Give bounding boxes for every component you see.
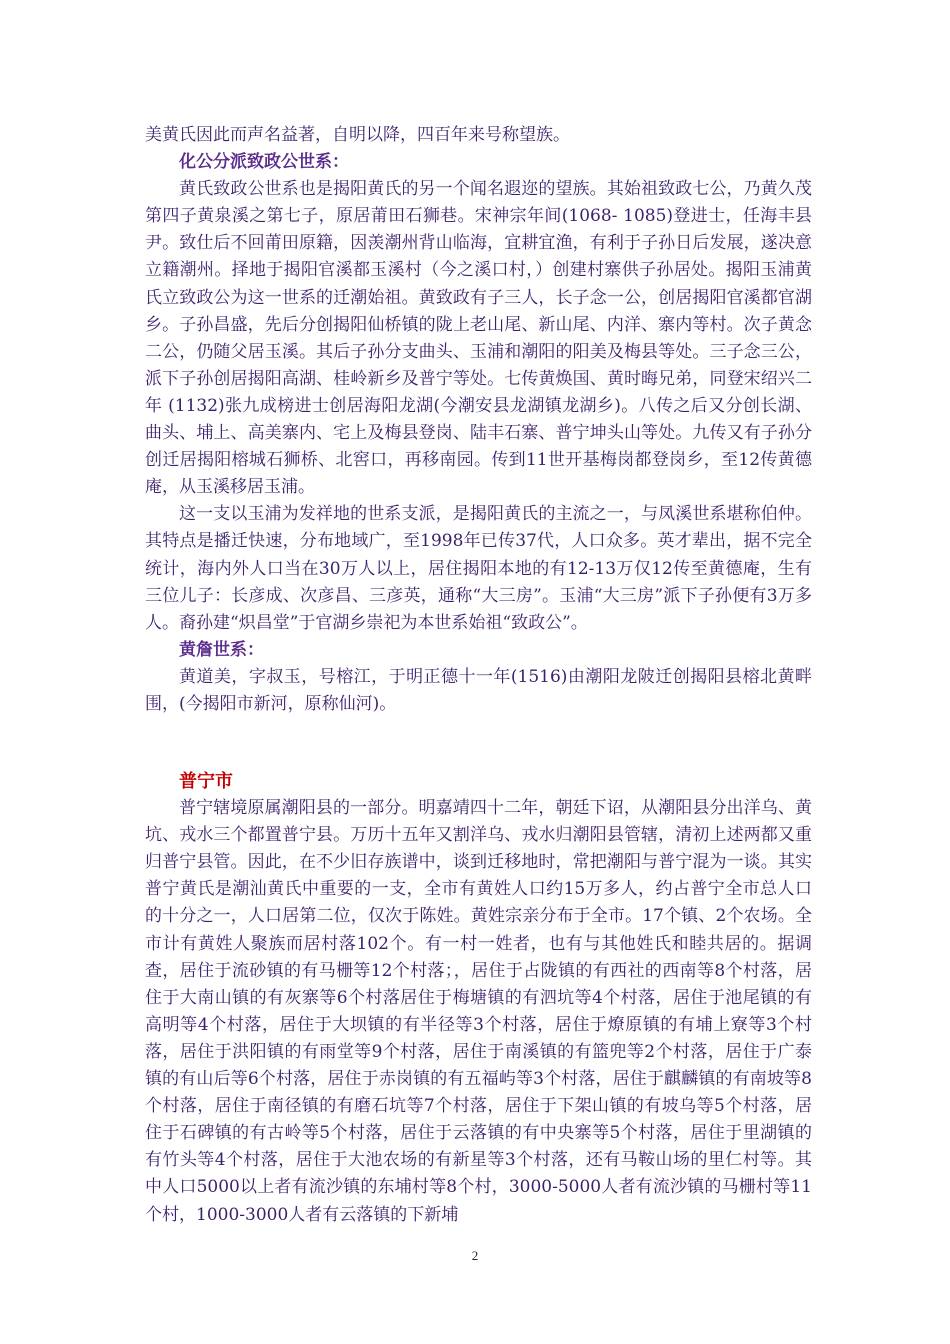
city-heading-puning: 普宁市: [179, 771, 233, 792]
paragraph-huangzhan-1: 黄道美，字叔玉，号榕江，于明正德十一年(1516)由潮阳龙陂迁创揭阳县榕北黄畔围，(今揭阳市新河，原称仙河)。: [145, 666, 812, 714]
section-heading-zhizheng: 化公分派致政公世系：: [179, 152, 349, 173]
paragraph-puning: 普宁辖境原属潮阳县的一部分。明嘉靖四十二年，朝廷下诏，从潮阳县分出洋乌、黄坑、戎水三个都置普宁县。万历十五年又割洋乌、戎水归潮阳县管辖，清初上述两都又重归普宁县管。因此，在不少旧存族谱中，谈到迁移地时，常把潮阳与普宁混为一谈。其实普宁黄氏是潮汕黄氏中重要的一支，全市有黄姓人口约15万多人，约占普宁全市总人口的十分之一，人口居第二位，仅次于陈姓。黄姓宗亲分布于全市。17个镇、2个农场。全市计有黄姓人聚族而居村落102个。有一村一姓者，也有与其他姓氏和睦共居的。据调查，居住于流砂镇的有马栅等12个村落；，居住于占陇镇的有西社的西南等8个村落，居住于大南山镇的有灰寨等6个村落居住于梅塘镇的有泗坑等4个村落，居住于池尾镇的有高明等4个村落，居住于大坝镇的有半径等3个村落，居住于燎原镇的有埔上寮等3个村落，居住于洪阳镇的有雨堂等9个村落，居住于南溪镇的有篮兜等2个村落，居住于广泰镇的有山后等6个村落，居住于赤岗镇的有五福屿等3个村落，居住于麒麟镇的有南坡等8个村落，居住于南径镇的有磨石坑等7个村落，居住于下架山镇的有坡乌等5个村落，居住于石碑镇的有古岭等5个村落，居住于云落镇的有中央寨等5个村落，居住于里湖镇的有竹头等4个村落，居住于大池农场的有新星等3个村落，还有马鞍山场的里仁村等。其中人口5000以上者有流沙镇的东埔村等8个村，3000-5000人者有流沙镇的马栅村等11个村，1000-3000人者有云落镇的下新埔: [145, 798, 812, 1225]
city-text-block: [145, 768, 812, 1229]
page-number: 2: [471, 1248, 479, 1263]
continuation-paragraph: 美黄氏因此而声名益著，自明以降，四百年来号称望族。: [145, 125, 570, 145]
paragraph-zhizheng-2: 这一支以玉浦为发祥地的世系支派，是揭阳黄氏的主流之一，与凤溪世系堪称伯仲。其特点是播迁快速，分布地域广，至1998年已传37代，人口众多。英才辈出，据不完全统计，海内外人口当在30万人以上，居住揭阳本地的有12-13万仅12传至黄德庵，生有三位儿子：长彦成、次彦昌、三彦英，通称“大三房”。玉浦“大三房”派下子孙便有3万多人。裔孙建“炽昌堂”于官湖乡崇祀为本世系始祖“致政公”。: [145, 504, 812, 633]
section-heading-huangzhan: 黄詹世系：: [179, 639, 264, 660]
top-text-block: [145, 122, 812, 718]
paragraph-zhizheng-1: 黄氏致政公世系也是揭阳黄氏的另一个闻名遐迩的望族。其始祖致政七公，乃黄久茂第四子黄泉溪之第七子，原居莆田石狮巷。宋神宗年间(1068- 1085)登进士，任海丰县尹。致仕后不回莆田原籍，因羡潮州背山临海，宜耕宜渔，有利于子孙日后发展，遂决意立籍潮州。择地于揭阳官溪都玉溪村（今之溪口村，）创建村寨供子孙居处。揭阳玉浦黄氏立致政公为这一世系的迁潮始祖。黄致政有子三人，长子念一公，创居揭阳官溪都官湖乡。子孙昌盛，先后分创揭阳仙桥镇的陇上老山尾、新山尾、内洋、寨内等村。次子黄念二公，仍随父居玉溪。其后子孙分支曲头、玉浦和潮阳的阳美及梅县等处。三子念三公，派下子孙创居揭阳高湖、桂岭新乡及普宁等处。七传黄焕国、黄时晦兄弟，同登宋绍兴二年 (1132)张九成榜进士创居海阳龙湖(今潮安县龙湖镇龙湖乡)。八传之后又分创长湖、曲头、埔上、高美寨内、宅上及梅县登岗、陆丰石寨、普宁坤头山等处。九传又有子孙分创迁居揭阳榕城石狮桥、北窖口，再移南园。传到11世开基梅岗都登岗乡，至12传黄德庵，从玉溪移居玉浦。: [145, 179, 812, 498]
